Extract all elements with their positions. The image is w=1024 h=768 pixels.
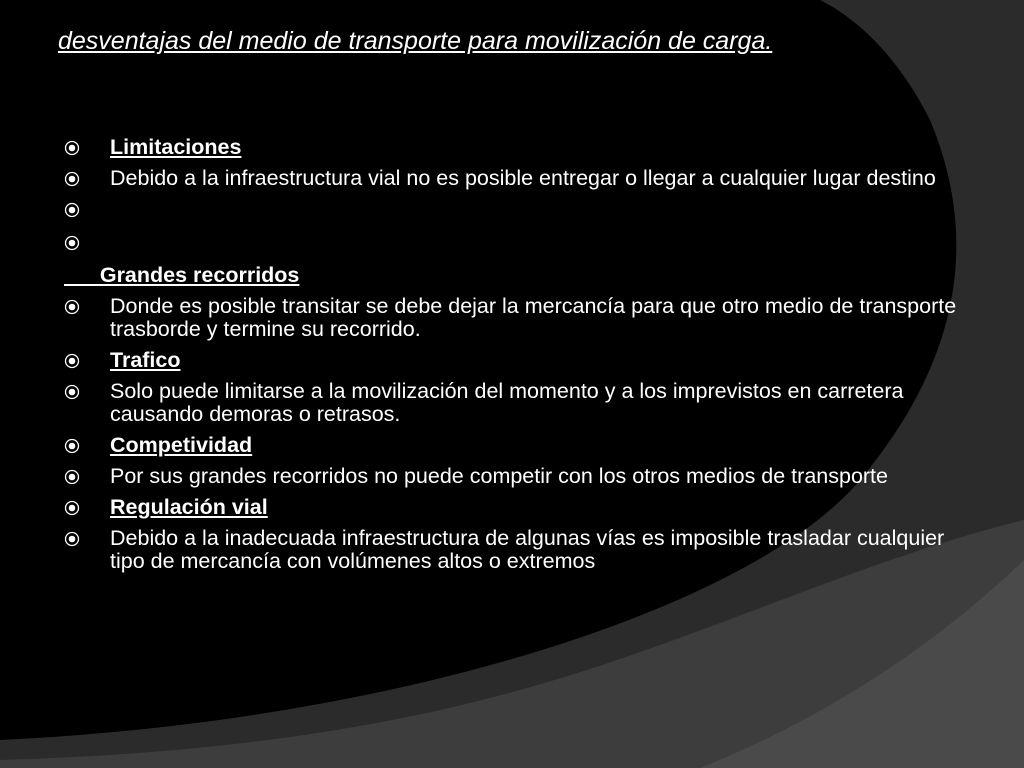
- bullet-heading: [64, 136, 964, 159]
- heading-text: Trafico: [110, 348, 181, 372]
- bullet-item: [64, 167, 964, 190]
- bullet-heading: [64, 434, 964, 457]
- bullet-item: [64, 465, 964, 488]
- bullet-text: Donde es posible transitar se debe dejar la mercancía para que otro medio de transporte trasborde y termine su recorrido.: [110, 294, 957, 341]
- circle-bullet-icon: [64, 353, 80, 369]
- heading-text: Regulación vial: [110, 495, 268, 519]
- bullet-item: [64, 295, 964, 341]
- heading-text: Limitaciones: [110, 135, 242, 159]
- bullet-text: Debido a la infraestructura vial no es posible entregar o llegar a cualquier lugar destino: [110, 166, 936, 190]
- heading-text: Competividad: [110, 433, 253, 457]
- circle-bullet-icon: [64, 500, 80, 516]
- bullet-heading: [64, 496, 964, 519]
- bullet-heading: [64, 349, 964, 372]
- circle-bullet-icon: [64, 140, 80, 156]
- bullet-empty: [64, 231, 964, 254]
- bullet-item: [64, 527, 964, 573]
- bullet-text: Debido a la inadecuada infraestructura de algunas vías es imposible trasladar cualquier tipo de mercancía con volúmenes altos o extremos: [110, 526, 945, 573]
- circle-bullet-icon: [64, 384, 80, 400]
- bullet-text: Solo puede limitarse a la movilización del momento y a los imprevistos en carretera causando demoras o retrasos.: [110, 379, 904, 426]
- circle-bullet-icon: [64, 438, 80, 454]
- bullet-empty: [64, 198, 964, 221]
- slide-title: desventajas del medio de transporte para movilización de carga.: [58, 27, 773, 55]
- circle-bullet-icon: [64, 171, 80, 187]
- bullet-text: Por sus grandes recorridos no puede competir con los otros medios de transporte: [110, 464, 888, 488]
- circle-bullet-icon: [64, 235, 80, 251]
- circle-bullet-icon: [64, 469, 80, 485]
- bullet-item: [64, 380, 964, 426]
- circle-bullet-icon: [64, 531, 80, 547]
- circle-bullet-icon: [64, 299, 80, 315]
- section-heading: Grandes recorridos: [64, 263, 300, 287]
- bullet-list: [64, 136, 964, 581]
- circle-bullet-icon: [64, 202, 80, 218]
